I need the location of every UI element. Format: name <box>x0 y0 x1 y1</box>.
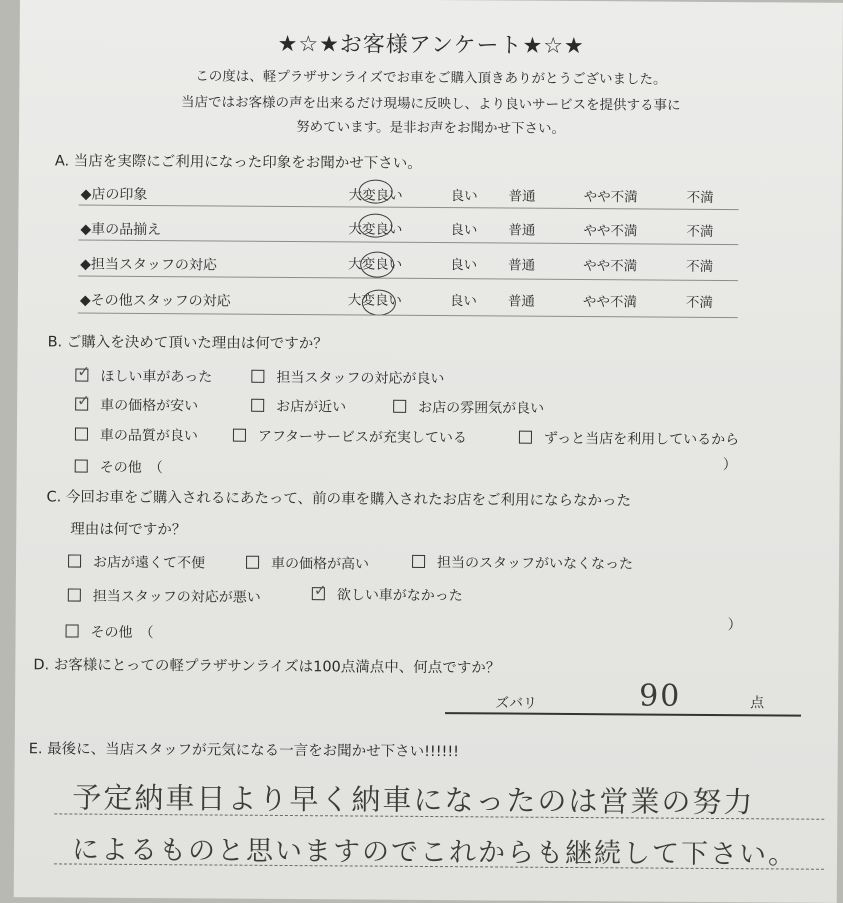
row-rule <box>78 240 738 246</box>
rating-very-good[interactable]: 大変良い <box>348 256 403 273</box>
section-e-heading: E. 最後に、当店スタッフが元気になる一言をお聞かせ下さい!!!!!! <box>28 741 460 761</box>
reason-cheap-price-checkbox[interactable]: ✓ 車の価格が安い <box>75 395 198 416</box>
rating-dissatisfied[interactable]: 不満 <box>685 294 713 311</box>
rating-very-good[interactable]: 大変良い <box>348 187 403 204</box>
selected-circle-mark <box>359 179 393 203</box>
row-label-store-impression: ◆店の印象 <box>80 186 148 204</box>
noreturn-no-car-checkbox[interactable]: ✓ 欲しい車がなかった <box>312 584 463 605</box>
rating-dissatisfied[interactable]: 不満 <box>686 258 714 275</box>
noreturn-other-checkbox[interactable]: その他 （ <box>66 621 154 642</box>
rating-average[interactable]: 普通 <box>507 293 535 310</box>
rating-dissatisfied[interactable]: 不満 <box>686 223 714 240</box>
reason-atmosphere-checkbox[interactable]: お店の雰囲気が良い <box>393 397 544 418</box>
row-rule <box>78 276 738 282</box>
rating-good[interactable]: 良い <box>450 257 478 274</box>
row-label-staff-response: ◆担当スタッフの対応 <box>80 256 217 274</box>
section-c-heading: C. 今回お車をご購入されるにあたって、前の車を購入されたお店をご利用にならなかった <box>46 489 632 510</box>
score-unit: 点 <box>750 695 765 712</box>
intro-line-3: 努めています。是非お声をお聞かせ下さい。 <box>296 119 566 137</box>
rating-somewhat-dissatisfied[interactable]: やや不満 <box>583 189 638 206</box>
score-value[interactable]: 90 <box>639 678 682 714</box>
rating-good[interactable]: 良い <box>449 293 477 310</box>
rating-somewhat-dissatisfied[interactable]: やや不満 <box>583 223 638 240</box>
check-mark-icon: ✓ <box>77 362 91 381</box>
row-label-car-selection: ◆車の品揃え <box>80 221 162 239</box>
noreturn-staff-left-checkbox[interactable]: 担当のスタッフがいなくなった <box>412 552 633 574</box>
survey-title: ★☆★お客様アンケート★☆★ <box>277 31 585 60</box>
selected-circle-mark <box>358 213 392 237</box>
rating-good[interactable]: 良い <box>450 222 478 239</box>
section-d-heading: D. お客様にとっての軽プラザサンライズは100点満点中、何点ですか？ <box>33 657 501 677</box>
rating-average[interactable]: 普通 <box>508 257 536 274</box>
selected-circle-mark <box>362 290 396 316</box>
survey-sheet <box>14 0 843 903</box>
section-b-heading: B. ご購入を決めて頂いた理由は何ですか？ <box>47 334 328 353</box>
rating-very-good[interactable]: 大変良い <box>348 221 403 238</box>
reason-quality-checkbox[interactable]: 車の品質が良い <box>75 425 198 446</box>
rating-somewhat-dissatisfied[interactable]: やや不満 <box>582 294 637 311</box>
reason-store-near-checkbox[interactable]: お店が近い <box>251 396 346 417</box>
comment-line-1[interactable]: 予定納車日より早く納車になったのは営業の努力 <box>72 780 755 820</box>
rating-good[interactable]: 良い <box>450 188 478 205</box>
reason-loyal-customer-checkbox[interactable]: ずっと当店を利用しているから <box>519 428 739 450</box>
row-label-other-staff-response: ◆その他スタッフの対応 <box>79 292 231 310</box>
reason-other-close-paren: ） <box>722 457 737 474</box>
rating-average[interactable]: 普通 <box>508 188 536 205</box>
check-mark-icon: ✓ <box>313 581 327 600</box>
reason-after-service-checkbox[interactable]: アフターサービスが充実している <box>233 426 467 448</box>
row-rule <box>78 313 738 319</box>
section-c-heading-line-2: 理由は何ですか？ <box>70 521 187 539</box>
reason-other-checkbox[interactable]: その他 （ <box>75 457 163 478</box>
reason-wanted-car-checkbox[interactable]: ✓ ほしい車があった <box>75 366 212 387</box>
selected-circle-mark <box>360 252 394 278</box>
noreturn-expensive-checkbox[interactable]: 車の価格が高い <box>246 553 369 574</box>
rating-average[interactable]: 普通 <box>508 222 536 239</box>
reason-staff-response-checkbox[interactable]: 担当スタッフの対応が良い <box>251 367 444 388</box>
intro-line-1: この度は、軽プラザサンライズでお車をご購入頂きありがとうございました。 <box>195 68 667 88</box>
row-rule <box>79 205 739 211</box>
check-mark-icon: ✓ <box>77 391 90 410</box>
score-underline <box>445 712 801 716</box>
intro-line-2: 当店ではお客様の声を出来るだけ現場に反映し、より良いサービスを提供する事に <box>180 94 681 114</box>
noreturn-far-checkbox[interactable]: お店が遠くて不便 <box>68 551 205 572</box>
rating-somewhat-dissatisfied[interactable]: やや不満 <box>583 258 638 275</box>
noreturn-bad-staff-checkbox[interactable]: 担当スタッフの対応が悪い <box>68 585 261 606</box>
score-prefix: ズバリ <box>495 695 538 712</box>
comment-line-2[interactable]: によるものと思いますのでこれからも継続して下さい。 <box>71 834 798 871</box>
rating-very-good[interactable]: 大変良い <box>347 292 402 309</box>
rating-dissatisfied[interactable]: 不満 <box>686 189 714 206</box>
noreturn-other-close-paren: ） <box>727 617 742 634</box>
section-a-heading: A. 当店を実際にご利用になった印象をお聞かせ下さい。 <box>54 153 422 172</box>
